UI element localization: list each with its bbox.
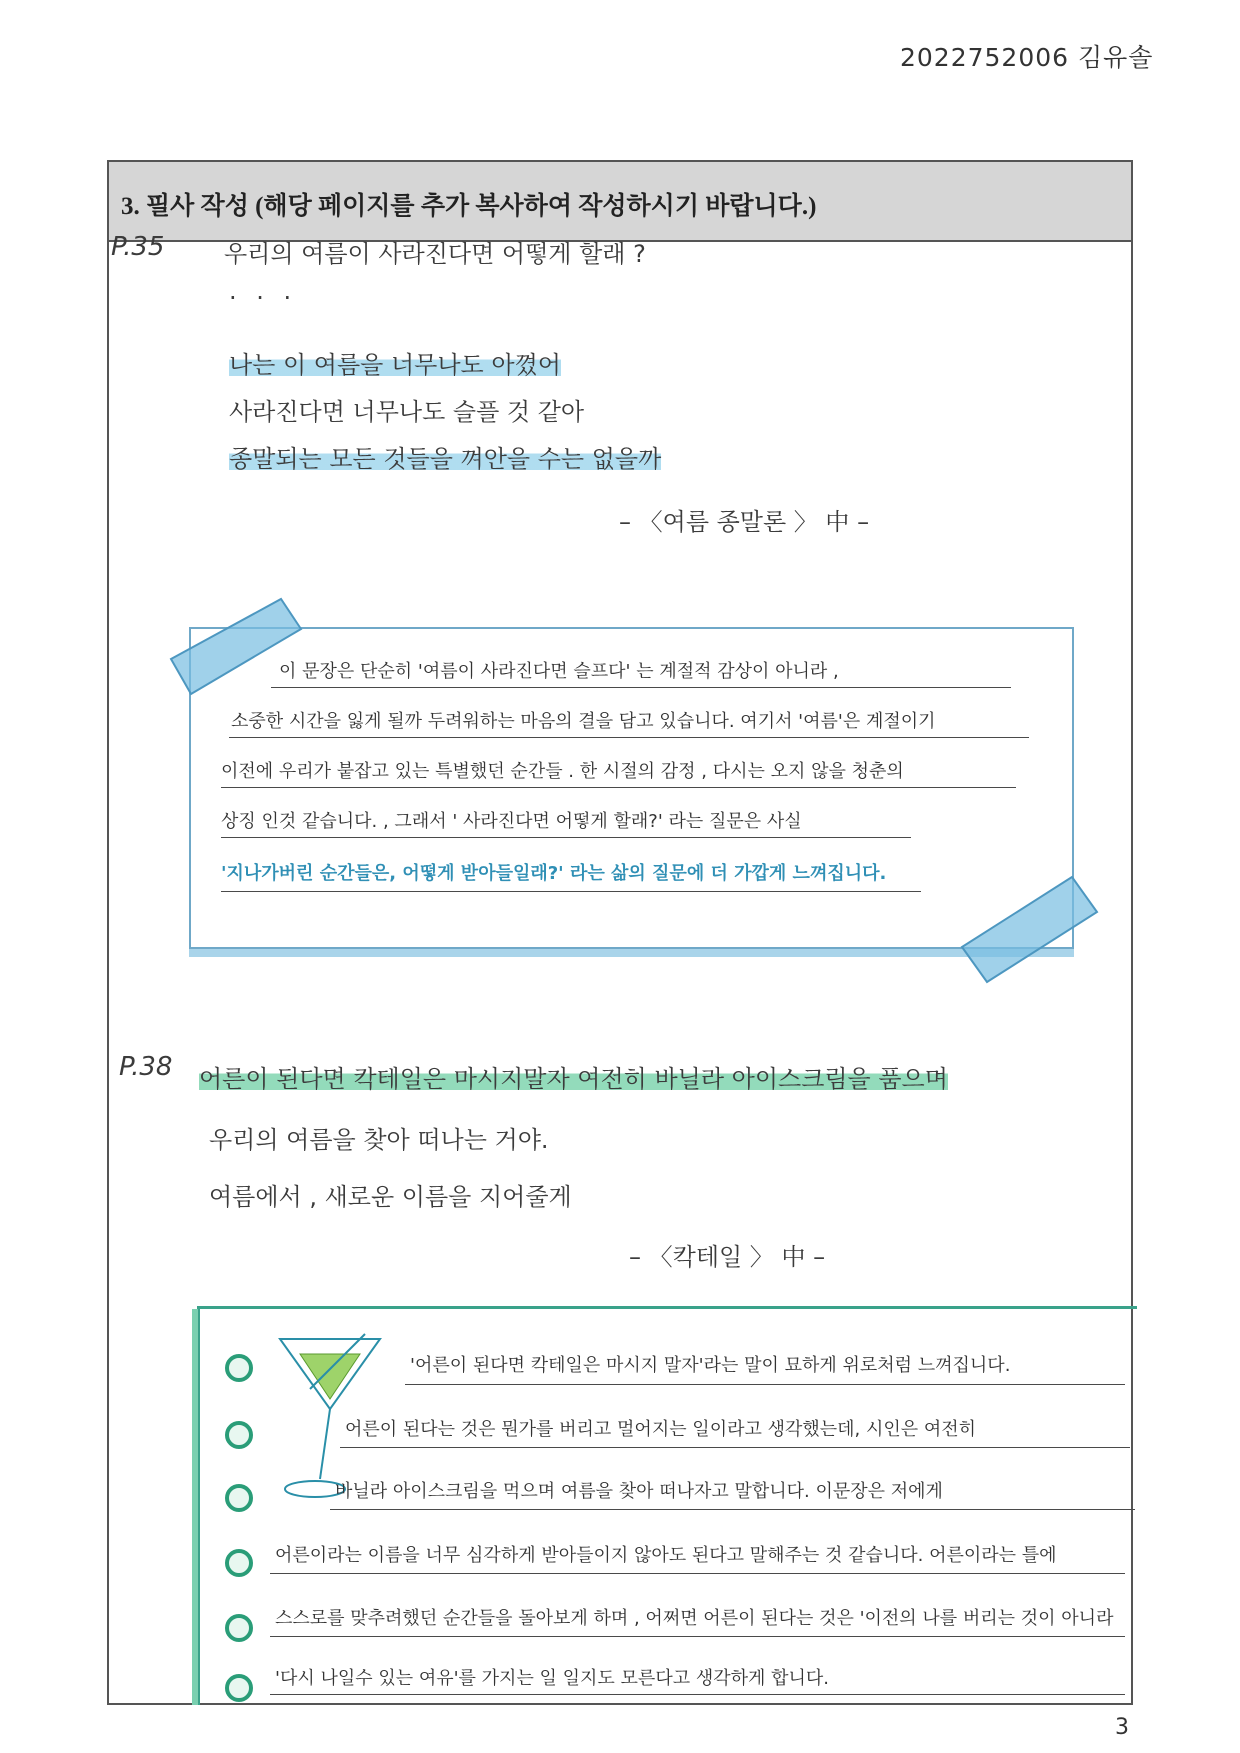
section-title: 3. 필사 작성 (해당 페이지를 추가 복사하여 작성하시기 바랍니다.) [109, 162, 1131, 242]
note2-rule-3 [330, 1509, 1135, 1510]
note2-line-2: 어른이 된다는 것은 뭔가를 버리고 멀어지는 일이라고 생각했는데, 시인은 여전히 [345, 1419, 977, 1440]
passage1-line-1: 우리의 여름이 사라진다면 어떻게 할래 ? [224, 240, 646, 268]
binder-ring-icon [225, 1421, 253, 1449]
binder-ring-icon [225, 1674, 253, 1702]
note2-accent-bar [192, 1309, 198, 1705]
note1-line-5: '지나가버린 순간들은, 어떻게 받아들일래?' 라는 삶의 질문에 더 가깝게 느껴집니다. [221, 863, 887, 884]
note2-rule-2 [340, 1447, 1130, 1448]
page-ref-35: P.35 [111, 232, 165, 262]
note2-rule-1 [405, 1384, 1125, 1385]
note1-line-3: 이전에 우리가 붙잡고 있는 특별했던 순간들 . 한 시절의 감정 , 다시는 오지 않을 청춘의 [221, 761, 904, 782]
binder-ring-icon [225, 1354, 253, 1382]
note2-line-3: 바닐라 아이스크림을 먹으며 여름을 찾아 떠나자고 말합니다. 이문장은 저에게 [335, 1481, 943, 1502]
reflection-note-2 [197, 1306, 1137, 1705]
passage2-line-2: 우리의 여름을 찾아 떠나는 거야. [209, 1126, 549, 1154]
note1-line-4: 상징 인것 같습니다. , 그래서 ' 사라진다면 어떻게 할래?' 라는 질문은 사실 [221, 811, 802, 832]
passage2-line-3: 여름에서 , 새로운 이름을 지어줄게 [209, 1183, 572, 1211]
tape-top-left-icon [151, 589, 311, 709]
note1-rule-3 [221, 787, 1016, 788]
page-ref-38: P.38 [119, 1052, 173, 1082]
note1-rule-1 [271, 687, 1011, 688]
note2-line-5: 스스로를 맞추려했던 순간들을 돌아보게 하며 , 어쩌면 어른이 된다는 것은 '이전의 나를 버리는 것이 아니라 [275, 1608, 1114, 1629]
passage2-source: – 〈칵테일 〉 中 – [629, 1243, 826, 1271]
passage2-line-1: 어른이 된다면 칵테일은 마시지말자 여전히 바닐라 아이스크림을 품으며 [199, 1065, 948, 1093]
note1-rule-5 [221, 891, 921, 892]
passage1-source: – 〈여름 종말론 〉 中 – [619, 508, 870, 536]
note2-rule-6 [270, 1694, 1125, 1695]
note1-line-1: 이 문장은 단순히 '여름이 사라진다면 슬프다' 는 계절적 감상이 아니라 , [279, 661, 839, 682]
binder-ring-icon [225, 1549, 253, 1577]
note1-rule-2 [229, 737, 1029, 738]
note1-rule-4 [221, 837, 911, 838]
note2-line-6: '다시 나일수 있는 여유'를 가지는 일 일지도 모른다고 생각하게 합니다. [275, 1668, 829, 1689]
note2-line-4: 어른이라는 이름을 너무 심각하게 받아들이지 않아도 된다고 말해주는 것 같습니다. 어른이라는 틀에 [275, 1545, 1057, 1566]
student-id-name: 2022752006 김유솔 [900, 43, 1154, 72]
tape-bottom-right-icon [942, 857, 1112, 997]
passage1-line-3: 사라진다면 너무나도 슬플 것 같아 [229, 398, 585, 426]
passage1-line-2: 나는 이 여름을 너무나도 아꼈어 [229, 351, 561, 379]
passage1-ellipsis: · · · [229, 284, 298, 312]
note2-line-1: '어른이 된다면 칵테일은 마시지 말자'라는 말이 묘하게 위로처럼 느껴집니다. [410, 1355, 1011, 1376]
binder-ring-icon [225, 1484, 253, 1512]
passage1-line-4: 종말되는 모든 것들을 껴안을 수는 없을까 [229, 445, 662, 473]
reflection-note-1 [189, 627, 1074, 949]
page-number: 3 [1115, 1715, 1129, 1740]
note2-rule-5 [270, 1636, 1125, 1637]
note2-rule-4 [270, 1573, 1125, 1574]
worksheet-frame [107, 160, 1133, 1705]
note1-line-2: 소중한 시간을 잃게 될까 두려워하는 마음의 결을 담고 있습니다. 여기서 '여름'은 계절이기 [231, 711, 936, 732]
binder-ring-icon [225, 1614, 253, 1642]
